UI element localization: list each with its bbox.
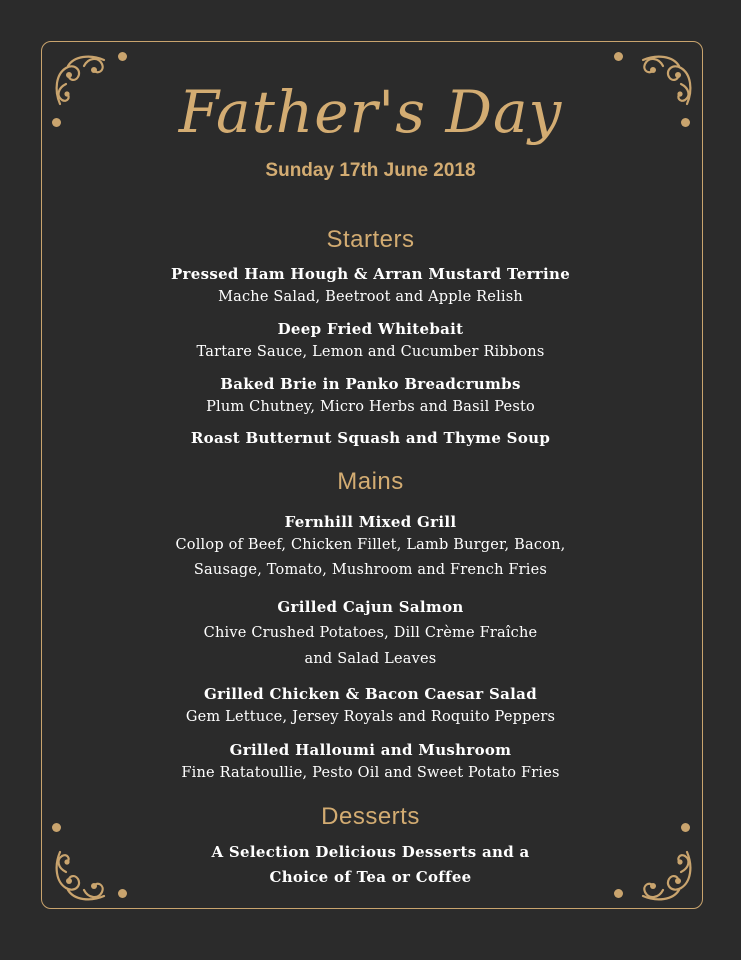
dish-description: Mache Salad, Beetroot and Apple Relish bbox=[218, 289, 523, 305]
dish-description: Collop of Beef, Chicken Fillet, Lamb Burger, Bacon, bbox=[175, 537, 566, 553]
dessert-line: Choice of Tea or Coffee bbox=[269, 868, 472, 886]
section-heading-mains: Mains bbox=[337, 468, 404, 495]
dish-name: Grilled Halloumi and Mushroom bbox=[229, 741, 512, 759]
dish-description: Plum Chutney, Micro Herbs and Basil Pesto bbox=[206, 399, 535, 415]
dish-name: Pressed Ham Hough & Arran Mustard Terrine bbox=[170, 265, 571, 283]
menu-date: Sunday 17th June 2018 bbox=[265, 160, 476, 181]
dessert-line: A Selection Delicious Desserts and a bbox=[211, 843, 530, 861]
dish-description: Fine Ratatoullie, Pesto Oil and Sweet Potato Fries bbox=[181, 765, 560, 781]
section-heading-starters: Starters bbox=[326, 226, 415, 253]
dish-description: Tartare Sauce, Lemon and Cucumber Ribbons bbox=[196, 344, 545, 360]
ornament-dot-icon bbox=[614, 52, 623, 61]
section-heading-desserts: Desserts bbox=[321, 803, 420, 830]
ornament-dot-icon bbox=[118, 889, 127, 898]
dish-name: Grilled Chicken & Bacon Caesar Salad bbox=[204, 685, 537, 703]
ornament-dot-icon bbox=[118, 52, 127, 61]
dish-description: Sausage, Tomato, Mushroom and French Fries bbox=[193, 562, 548, 578]
dish-description: Chive Crushed Potatoes, Dill Crème Fraîche bbox=[203, 625, 538, 641]
dish-name: Grilled Cajun Salmon bbox=[277, 598, 464, 616]
dish-name: Baked Brie in Panko Breadcrumbs bbox=[220, 375, 521, 393]
dish-description: and Salad Leaves bbox=[304, 651, 437, 667]
dish-name: Fernhill Mixed Grill bbox=[284, 513, 457, 531]
dish-description: Gem Lettuce, Jersey Royals and Roquito Peppers bbox=[185, 709, 556, 725]
menu-title: Father's Day bbox=[178, 78, 563, 146]
dish-name: Roast Butternut Squash and Thyme Soup bbox=[190, 429, 551, 447]
dish-name: Deep Fried Whitebait bbox=[277, 320, 464, 338]
ornament-dot-icon bbox=[614, 889, 623, 898]
